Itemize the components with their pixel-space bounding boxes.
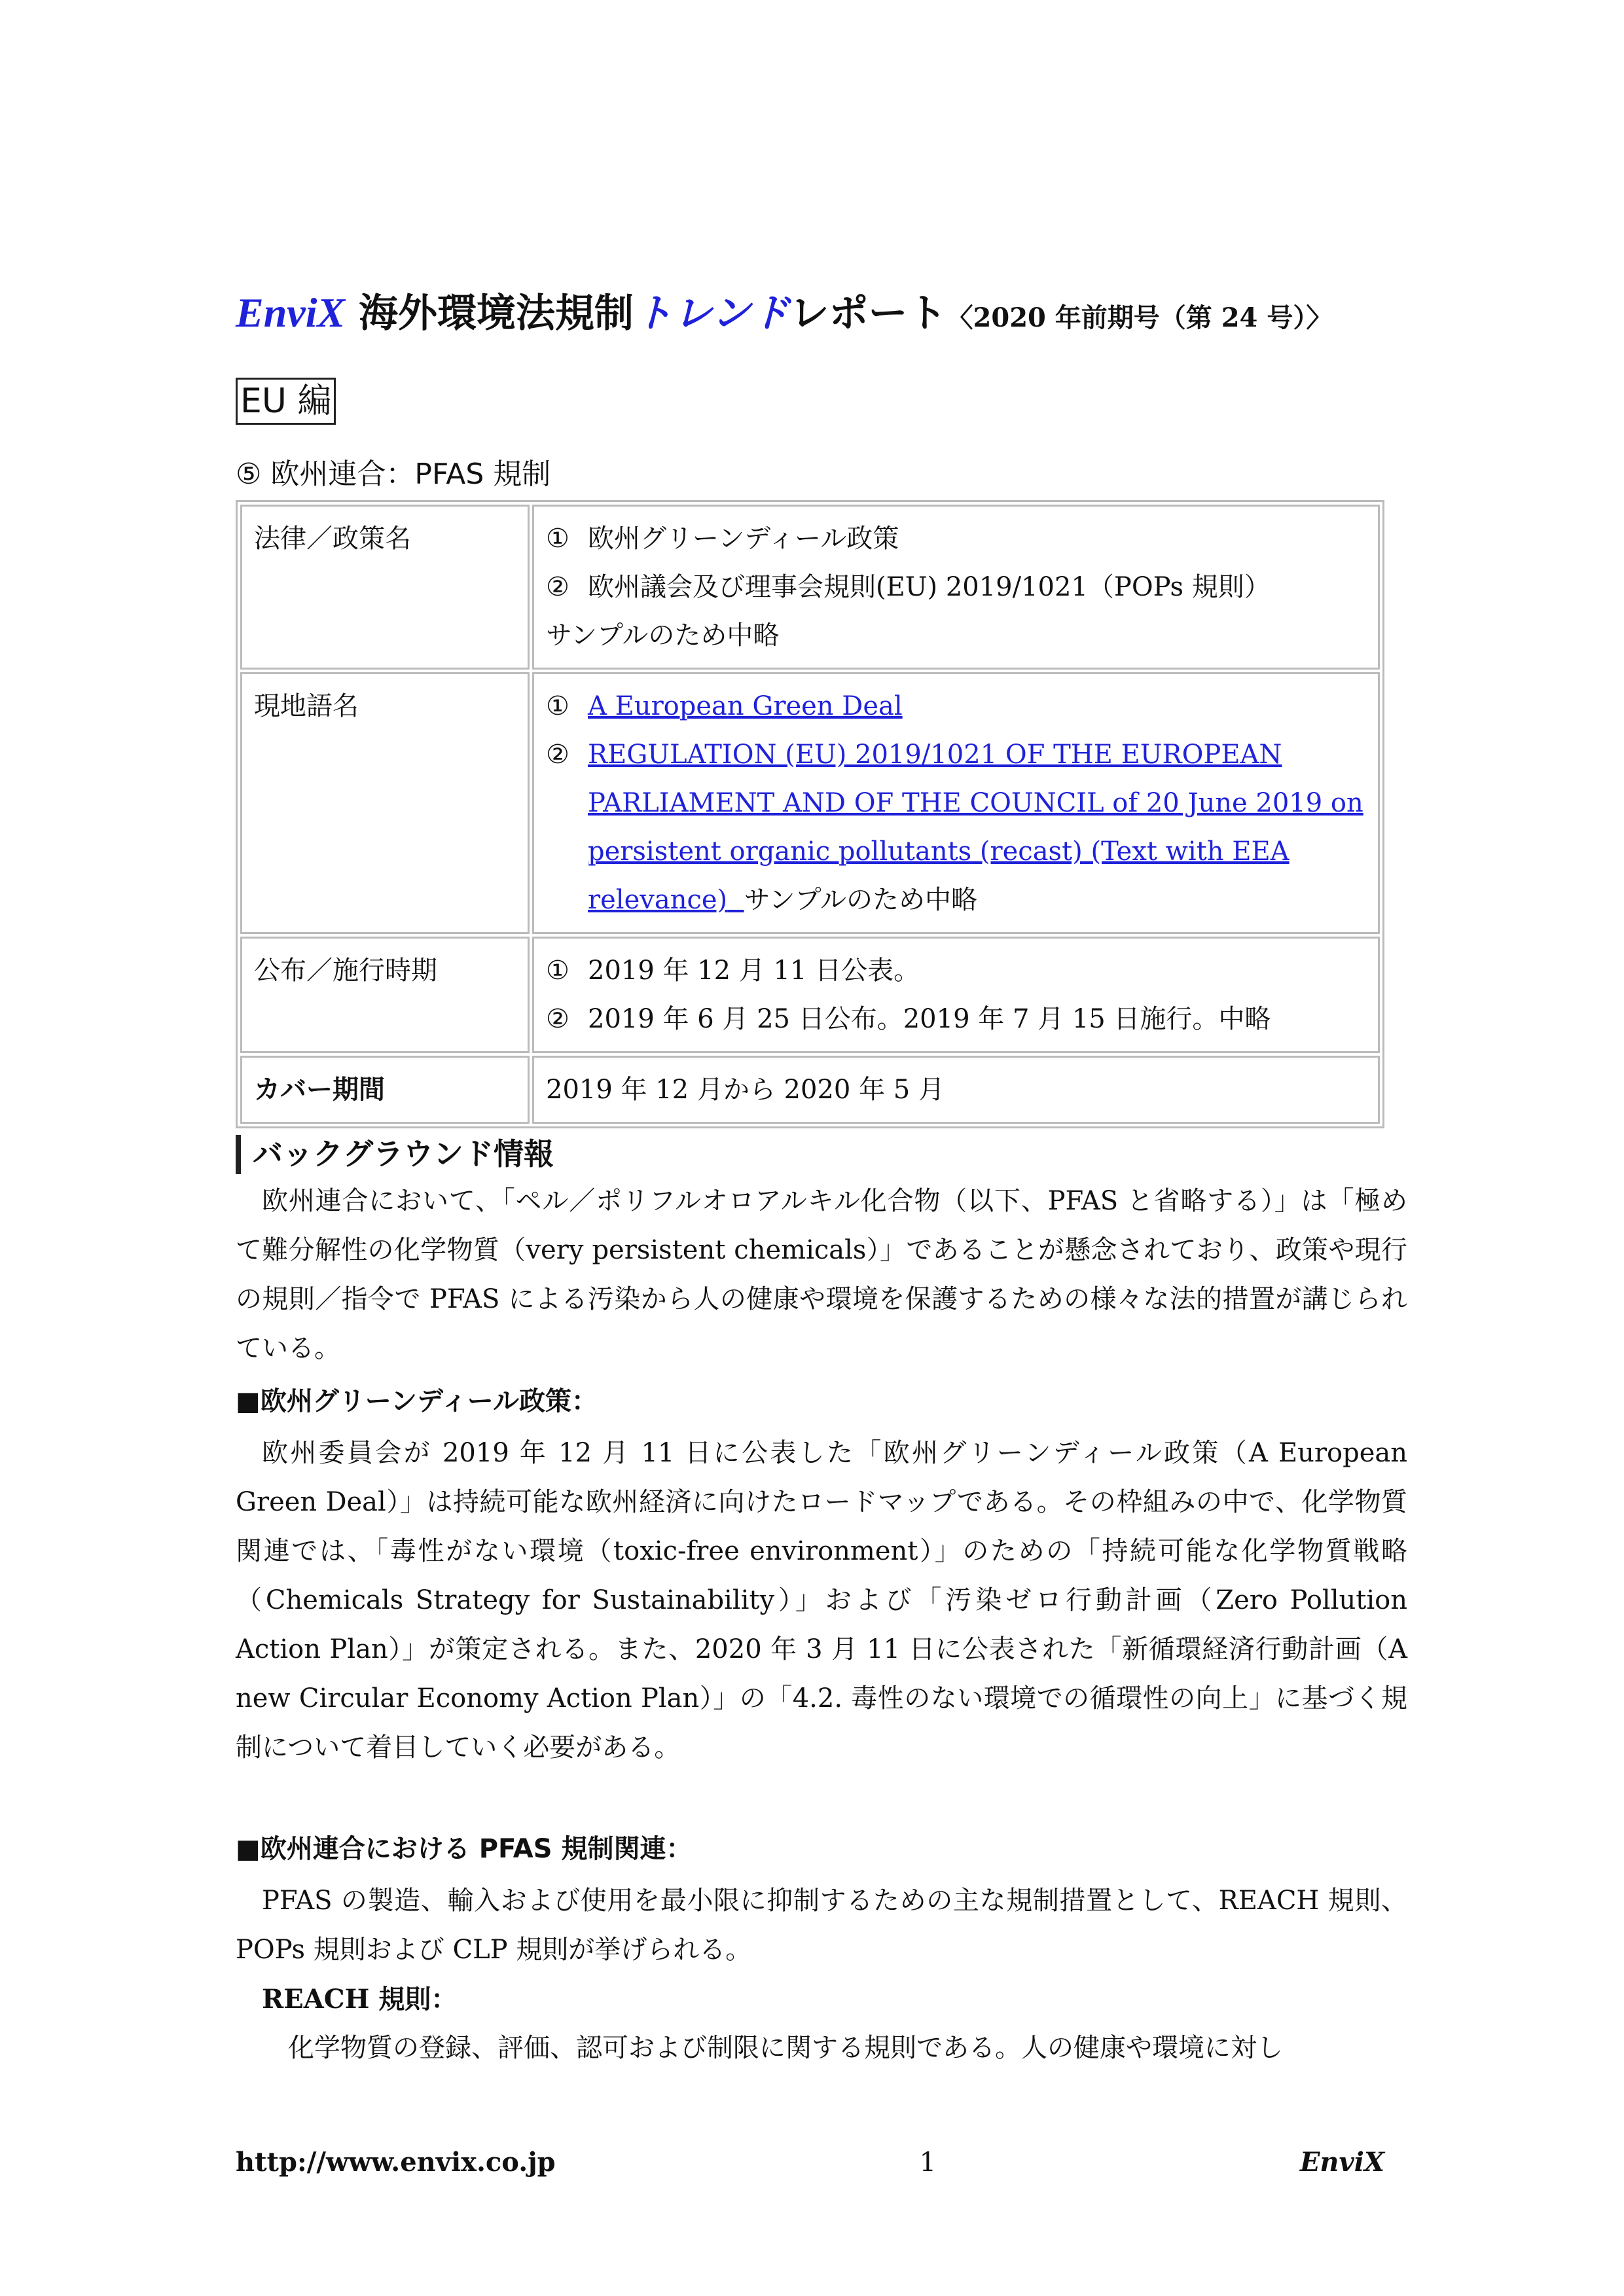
item-number: ① (546, 955, 569, 986)
title-part2: レポート (789, 291, 947, 336)
item-text: 2019 年 6 月 25 日公布。2019 年 7 月 15 日施行。中略 (588, 1003, 1271, 1034)
item-text: 2019 年 12 月 11 日公表。 (588, 955, 920, 986)
item-number: ② (546, 1003, 569, 1034)
edition-label: EU 編 (236, 378, 336, 425)
table-value-law-name (532, 505, 1380, 670)
reach-paragraph: 化学物質の登録、評価、認可および制限に関する規則である。人の健康や環境に対し (288, 2032, 1283, 2063)
item-number: ② (546, 571, 569, 602)
document-title (236, 288, 1407, 338)
table-label-local-name: 現地語名 (240, 672, 530, 934)
item-number: ① (546, 523, 569, 554)
table-value-local-name (532, 672, 1380, 934)
regulation-info-table (236, 500, 1384, 1128)
table-value-coverage: 2019 年 12 月から 2020 年 5 月 (532, 1056, 1380, 1124)
item-text: 欧州議会及び理事会規則(EU) 2019/1021（POPs 規則） (588, 571, 1271, 602)
list-item (546, 946, 1366, 995)
page-footer (236, 2147, 1384, 2178)
table-value-dates (532, 937, 1380, 1053)
title-part1: 海外環境法規制 (345, 291, 634, 336)
section-heading: ⑤ 欧州連合：PFAS 規制 (236, 457, 551, 492)
link-trailing-space[interactable] (727, 885, 744, 915)
item-number: ① (546, 691, 569, 721)
report-page (236, 288, 1407, 2073)
list-item (546, 682, 1366, 730)
pfas-regulation-heading: ■欧州連合における PFAS 規制関連： (236, 1833, 693, 1864)
item-number: ② (546, 739, 569, 770)
list-item (546, 563, 1366, 611)
table-row (240, 505, 1380, 670)
footer-brand: EnviX (1299, 2147, 1384, 2178)
background-heading: バックグラウンド情報 (236, 1135, 1407, 1174)
abridged-note: サンプルのため中略 (744, 884, 977, 915)
list-item (546, 730, 1366, 924)
table-row (240, 937, 1380, 1053)
title-trend: トレンド (634, 291, 790, 336)
abridged-note: サンプルのため中略 (546, 620, 780, 651)
green-deal-heading: ■欧州グリーンディール政策： (236, 1386, 598, 1416)
pfas-regulation-paragraph: PFAS の製造、輸入および使用を最小限に抑制するための主な規制措置として、REACH 規則、POPs 規則および CLP 規則が挙げられる。 (236, 1885, 1407, 1965)
green-deal-link[interactable]: A European Green Deal (588, 691, 903, 721)
page-number: 1 (919, 2147, 937, 2178)
table-label-coverage: カバー期間 (240, 1056, 530, 1124)
item-text: 欧州グリーンディール政策 (588, 523, 899, 554)
green-deal-paragraph: 欧州委員会が 2019 年 12 月 11 日に公表した「欧州グリーンディール政策（A European Green Deal）」は持続可能な欧州経済に向けたロードマップである。その枠組みの中で、化学物質関連では、「毒性がない環境（toxic-free environment）」のための「持続可能な化学物質戦略（Chemicals Strategy for Sustainability）」および「汚染ゼロ行動計画（Zero Pollution Action Plan）」が策定される。また、2020 年 3 月 11 日に公表された「新循環経済行動計画（A new Circular Economy Action Plan）」の「4.2. 毒性のない環境での循環性の向上」に基づく規制について着目していく必要がある。 (236, 1437, 1407, 1763)
title-brand: EnviX (236, 289, 346, 336)
footer-url: http://www.envix.co.jp (236, 2147, 556, 2178)
table-row (240, 672, 1380, 934)
pops-regulation-link[interactable]: REGULATION (EU) 2019/1021 OF THE EUROPEAN PARLIAMENT AND OF THE COUNCIL of 20 June 2019 on persistent organic pollutants (recast) (Text with EEA relevance) (588, 739, 1363, 915)
background-paragraph: 欧州連合において、「ペル／ポリフルオロアルキル化合物（以下、PFAS と省略する）」は「極めて難分解性の化学物質（very persistent chemicals）」であることが懸念されており、政策や現行の規則／指令で PFAS による汚染から人の健康や環境を保護するための様々な法的措置が講じられている。 (236, 1185, 1407, 1363)
table-label-law-name: 法律／政策名 (240, 505, 530, 670)
reach-heading: REACH 規則： (262, 1983, 458, 2015)
list-item (546, 514, 1366, 563)
table-label-dates: 公布／施行時期 (240, 937, 530, 1053)
table-row (240, 1056, 1380, 1124)
list-item (546, 995, 1366, 1043)
title-issue: 〈2020 年前期号（第 24 号）〉 (947, 302, 1333, 333)
